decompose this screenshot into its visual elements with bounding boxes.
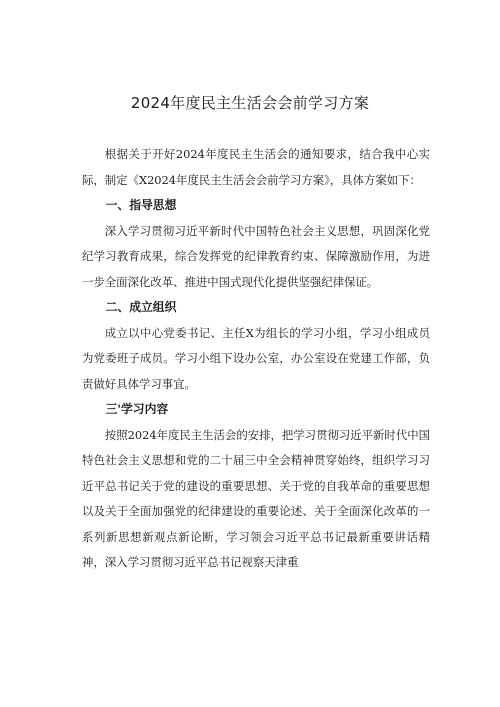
section-body-study-content: 按照2024年度民主生活会的安排，把学习贯彻习近平新时代中国特色社会主义思想和党的二十届三中全会精神贯穿始终，组织学习习近平总书记关于党的建设的重要思想、关于党的自我革命的重要思想以及关于全面加强党的纪律建设的重要论述、关于全面深化改革的一系列新思想新观点新论断，学习领会习近平总书记最新重要讲话精神，深入学习贯彻习近平总书记视察天津重 xyxy=(82,427,430,569)
section-heading-guiding-ideology: 一、指导思想 xyxy=(105,198,177,212)
section-heading-study-content: 三'学习内容 xyxy=(105,402,169,416)
section-body-organization: 成立以中心党委书记、主任X为组长的学习小组，学习小组成员为党委班子成员。学习小组下设办公室，办公室设在党建工作部，负责做好具体学习事宜。 xyxy=(82,325,430,391)
intro-paragraph: 根据关于开好2024年度民主生活会的通知要求，结合我中心实际，制定《X2024年度民主生活会会前学习方案》，具体方案如下： xyxy=(82,147,430,187)
section-heading-organization: 二、成立组织 xyxy=(105,300,177,314)
section-body-guiding-ideology: 深入学习贯彻习近平新时代中国特色社会主义思想，巩固深化党纪学习教育成果，综合发挥党的纪律教育约束、保障激励作用，为进一步全面深化改革、推进中国式现代化提供坚强纪律保证。 xyxy=(82,223,430,289)
document-title: 2024年度民主生活会会前学习方案 xyxy=(130,94,370,112)
document-body xyxy=(82,142,430,576)
